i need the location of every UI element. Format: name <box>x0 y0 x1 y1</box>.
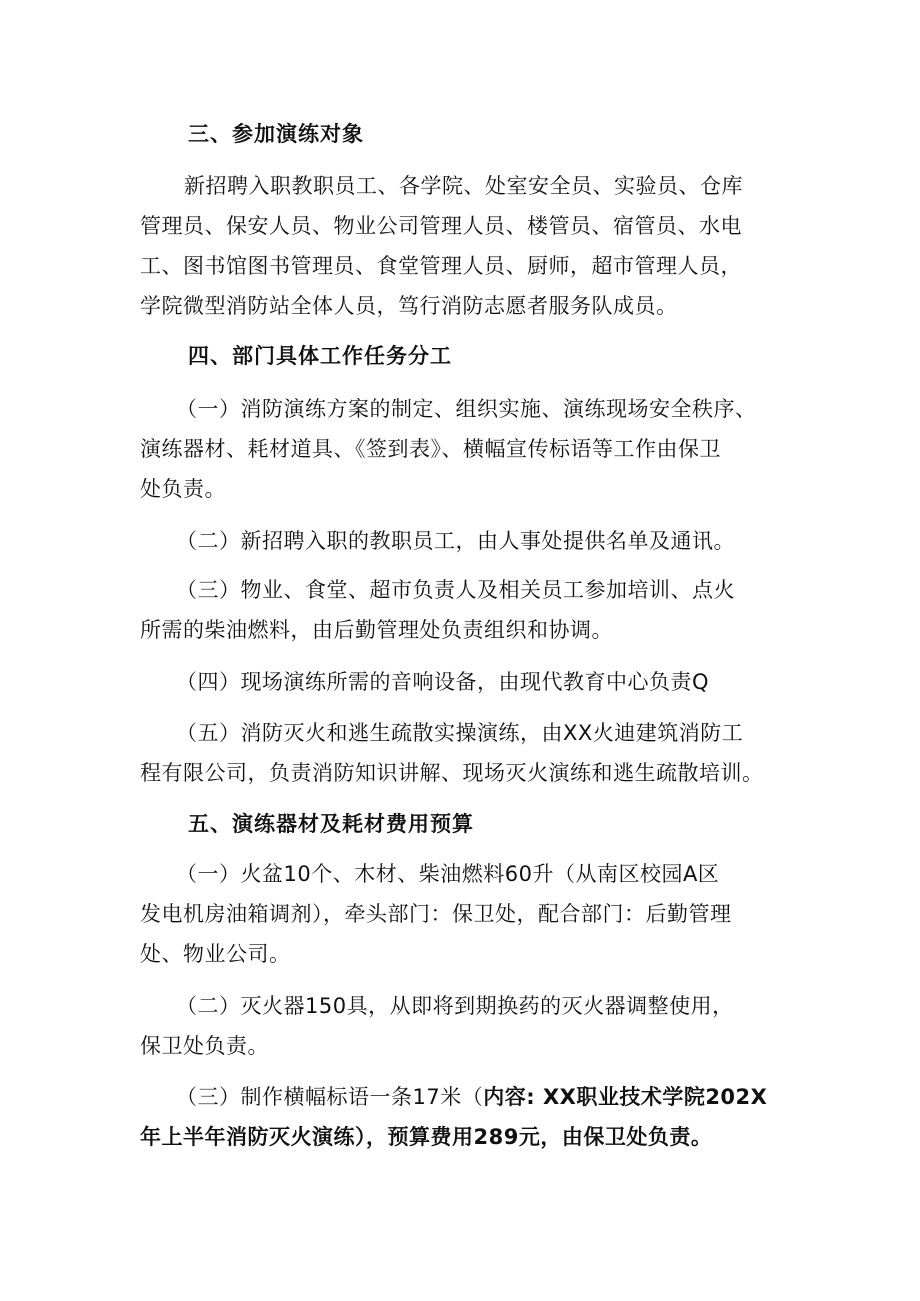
paragraph-line: （二）灭火器150具，从即将到期换药的灭火器调整使用， <box>176 994 734 1018</box>
paragraph-line-bold: 年上半年消防灭火演练），预算费用289元，由保卫处负责。 <box>140 1125 713 1149</box>
paragraph-text: （三）制作横幅标语一条17米（ <box>176 1085 484 1109</box>
paragraph-line: 发电机房油箱调剂），牵头部门：保卫处，配合部门：后勤管理 <box>140 902 732 926</box>
budget-item-3 <box>140 1077 790 1157</box>
paragraph-line: （三）物业、食堂、超市负责人及相关员工参加培训、点火 <box>176 578 735 602</box>
paragraph-line: 处、物业公司。 <box>140 942 291 966</box>
paragraph-line: （四）现场演练所需的音响设备，由现代教育中心负责Q <box>176 670 710 694</box>
paragraph-line: 程有限公司，负责消防知识讲解、现场灭火演练和逃生疏散培训。 <box>140 761 764 785</box>
paragraph-line: （二）新招聘入职的教职员工，由人事处提供名单及通讯。 <box>176 529 735 553</box>
paragraph-line <box>140 1077 790 1117</box>
participants-paragraph <box>140 166 790 326</box>
paragraph-line: 处负责。 <box>140 477 226 501</box>
paragraph-line: （五）消防灭火和逃生疏散实操演练，由XX火迪建筑消防工 <box>176 721 744 745</box>
budget-item-1 <box>140 854 790 974</box>
task-item-4 <box>140 662 790 702</box>
task-item-3 <box>140 570 790 650</box>
paragraph-line: 演练器材、耗材道具、《签到表》、横幅宣传标语等工作由保卫 <box>140 437 721 461</box>
paragraph-line: 保卫处负责。 <box>140 1034 269 1058</box>
paragraph-line: （一）火盆10个、木材、柴油燃料60升（从南区校园A区 <box>176 862 720 886</box>
task-item-5 <box>140 713 790 793</box>
section-heading-4: 四、部门具体工作任务分工 <box>188 344 452 368</box>
paragraph-line: （一）消防演练方案的制定、组织实施、演练现场安全秩序、 <box>176 397 757 421</box>
paragraph-line: 管理员、保安人员、物业公司管理人员、楼管员、宿管员、水电 <box>140 214 742 238</box>
task-item-1 <box>140 389 790 509</box>
section-heading-5: 五、演练器材及耗材费用预算 <box>188 812 474 836</box>
budget-item-2 <box>140 986 790 1066</box>
paragraph-line: 新招聘入职教职员工、各学院、处室安全员、实验员、仓库 <box>184 174 743 198</box>
paragraph-line: 所需的柴油燃料，由后勤管理处负责组织和协调。 <box>140 618 613 642</box>
section-heading-3: 三、参加演练对象 <box>188 122 364 146</box>
paragraph-line: 学院微型消防站全体人员，笃行消防志愿者服务队成员。 <box>140 294 678 318</box>
paragraph-text-bold: 内容: XX职业技术学院202X <box>483 1085 768 1109</box>
paragraph-line: 工、图书馆图书管理员、食堂管理人员、厨师，超市管理人员， <box>140 254 742 278</box>
task-item-2 <box>140 521 790 561</box>
